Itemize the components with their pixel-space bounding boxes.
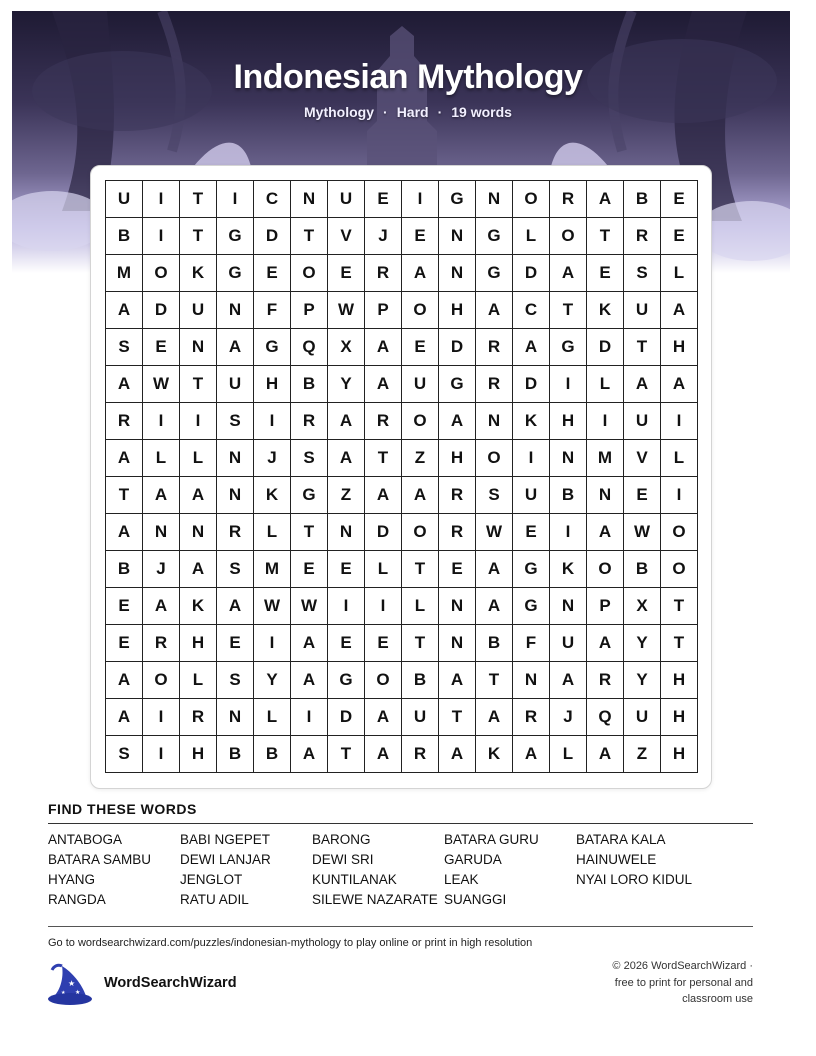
- grid-cell[interactable]: O: [291, 255, 328, 292]
- grid-cell[interactable]: V: [624, 440, 661, 477]
- grid-cell[interactable]: A: [143, 477, 180, 514]
- grid-cell[interactable]: W: [291, 588, 328, 625]
- divider: [48, 926, 753, 927]
- grid-cell[interactable]: G: [550, 329, 587, 366]
- grid-cell[interactable]: Z: [328, 477, 365, 514]
- grid-cell[interactable]: A: [439, 662, 476, 699]
- grid-cell[interactable]: B: [624, 181, 661, 218]
- grid-cell[interactable]: O: [476, 440, 513, 477]
- grid-cell[interactable]: R: [143, 625, 180, 662]
- word-list-heading: FIND THESE WORDS: [48, 801, 197, 817]
- grid-cell[interactable]: N: [217, 440, 254, 477]
- grid-cell[interactable]: T: [439, 699, 476, 736]
- word-list-item: KUNTILANAK: [312, 872, 397, 887]
- grid-cell[interactable]: L: [365, 551, 402, 588]
- grid-cell[interactable]: I: [661, 403, 698, 440]
- grid-cell[interactable]: E: [402, 329, 439, 366]
- grid-cell[interactable]: H: [661, 662, 698, 699]
- grid-cell[interactable]: A: [661, 366, 698, 403]
- copyright-notice: [563, 958, 753, 1008]
- grid-cell[interactable]: B: [624, 551, 661, 588]
- grid-cell[interactable]: A: [550, 662, 587, 699]
- grid-cell[interactable]: K: [550, 551, 587, 588]
- grid-cell[interactable]: F: [513, 625, 550, 662]
- grid-cell[interactable]: L: [402, 588, 439, 625]
- grid-cell[interactable]: W: [143, 366, 180, 403]
- grid-cell[interactable]: E: [328, 625, 365, 662]
- grid-cell[interactable]: T: [180, 218, 217, 255]
- grid-cell[interactable]: R: [439, 477, 476, 514]
- grid-cell[interactable]: I: [143, 181, 180, 218]
- grid-cell[interactable]: L: [143, 440, 180, 477]
- grid-cell[interactable]: H: [550, 403, 587, 440]
- grid-cell[interactable]: G: [291, 477, 328, 514]
- word-list-item: BATARA KALA: [576, 832, 666, 847]
- grid-cell[interactable]: G: [217, 218, 254, 255]
- grid-cell[interactable]: Z: [624, 736, 661, 773]
- grid-cell[interactable]: L: [180, 662, 217, 699]
- grid-cell[interactable]: O: [402, 514, 439, 551]
- grid-cell[interactable]: L: [254, 699, 291, 736]
- grid-cell[interactable]: A: [587, 181, 624, 218]
- grid-cell[interactable]: A: [328, 440, 365, 477]
- grid-cell[interactable]: D: [513, 366, 550, 403]
- grid-cell[interactable]: O: [550, 218, 587, 255]
- grid-cell[interactable]: I: [254, 625, 291, 662]
- grid-cell[interactable]: E: [402, 218, 439, 255]
- grid-cell[interactable]: L: [587, 366, 624, 403]
- grid-cell[interactable]: S: [476, 477, 513, 514]
- grid-cell[interactable]: V: [328, 218, 365, 255]
- grid-cell[interactable]: O: [661, 551, 698, 588]
- word-list-item: DEWI SRI: [312, 852, 374, 867]
- grid-cell[interactable]: N: [328, 514, 365, 551]
- grid-cell[interactable]: N: [291, 181, 328, 218]
- grid-cell[interactable]: J: [550, 699, 587, 736]
- grid-cell[interactable]: A: [513, 736, 550, 773]
- grid-cell[interactable]: T: [291, 514, 328, 551]
- word-list-item: NYAI LORO KIDUL: [576, 872, 693, 887]
- grid-cell[interactable]: S: [217, 403, 254, 440]
- grid-cell[interactable]: G: [476, 255, 513, 292]
- grid-cell[interactable]: L: [254, 514, 291, 551]
- grid-cell[interactable]: A: [106, 662, 143, 699]
- grid-cell[interactable]: A: [106, 292, 143, 329]
- grid-cell[interactable]: R: [217, 514, 254, 551]
- grid-cell[interactable]: U: [180, 292, 217, 329]
- grid-cell[interactable]: S: [624, 255, 661, 292]
- grid-cell[interactable]: N: [143, 514, 180, 551]
- grid-cell[interactable]: H: [254, 366, 291, 403]
- grid-cell[interactable]: T: [328, 736, 365, 773]
- grid-cell[interactable]: L: [661, 440, 698, 477]
- grid-cell[interactable]: M: [587, 440, 624, 477]
- grid-cell[interactable]: R: [513, 699, 550, 736]
- grid-cell[interactable]: P: [291, 292, 328, 329]
- grid-cell[interactable]: G: [328, 662, 365, 699]
- divider: [48, 823, 753, 824]
- grid-cell[interactable]: A: [365, 699, 402, 736]
- grid-cell[interactable]: A: [217, 329, 254, 366]
- grid-cell[interactable]: N: [217, 699, 254, 736]
- grid-cell[interactable]: D: [365, 514, 402, 551]
- grid-cell[interactable]: A: [550, 255, 587, 292]
- grid-cell[interactable]: E: [365, 625, 402, 662]
- word-list-item: LEAK: [444, 872, 479, 887]
- grid-cell[interactable]: T: [402, 551, 439, 588]
- grid-cell[interactable]: Q: [587, 699, 624, 736]
- brand-name[interactable]: WordSearchWizard: [104, 975, 237, 991]
- grid-cell[interactable]: H: [661, 699, 698, 736]
- grid-cell[interactable]: E: [217, 625, 254, 662]
- grid-cell[interactable]: L: [550, 736, 587, 773]
- category-label: Mythology: [304, 104, 375, 120]
- word-list-item: RANGDA: [48, 892, 106, 907]
- grid-cell[interactable]: Y: [624, 662, 661, 699]
- grid-cell[interactable]: N: [550, 440, 587, 477]
- grid-cell[interactable]: A: [180, 551, 217, 588]
- grid-cell[interactable]: Y: [624, 625, 661, 662]
- grid-cell[interactable]: K: [180, 588, 217, 625]
- grid-cell[interactable]: Y: [254, 662, 291, 699]
- page-title: Indonesian Mythology: [233, 58, 583, 96]
- grid-cell[interactable]: T: [661, 588, 698, 625]
- grid-cell[interactable]: J: [254, 440, 291, 477]
- grid-cell[interactable]: G: [513, 551, 550, 588]
- grid-cell[interactable]: I: [254, 403, 291, 440]
- puzzle-meta: [0, 104, 816, 120]
- grid-cell[interactable]: H: [439, 440, 476, 477]
- grid-cell[interactable]: U: [624, 699, 661, 736]
- grid-cell[interactable]: O: [402, 403, 439, 440]
- svg-text:★: ★: [75, 989, 81, 996]
- grid-cell[interactable]: O: [365, 662, 402, 699]
- grid-cell[interactable]: M: [254, 551, 291, 588]
- grid-cell[interactable]: B: [402, 662, 439, 699]
- grid-cell[interactable]: U: [106, 181, 143, 218]
- grid-cell[interactable]: I: [402, 181, 439, 218]
- letter-grid[interactable]: [105, 180, 698, 773]
- svg-text:★: ★: [68, 979, 76, 988]
- grid-cell[interactable]: I: [587, 403, 624, 440]
- word-list-item: ANTABOGA: [48, 832, 123, 847]
- grid-cell[interactable]: E: [661, 181, 698, 218]
- grid-cell[interactable]: A: [587, 736, 624, 773]
- grid-cell[interactable]: A: [291, 625, 328, 662]
- grid-cell[interactable]: G: [217, 255, 254, 292]
- grid-cell[interactable]: A: [476, 588, 513, 625]
- grid-cell[interactable]: J: [365, 218, 402, 255]
- grid-cell[interactable]: W: [476, 514, 513, 551]
- grid-cell[interactable]: H: [180, 625, 217, 662]
- grid-cell[interactable]: T: [106, 477, 143, 514]
- grid-cell[interactable]: L: [661, 255, 698, 292]
- grid-cell[interactable]: I: [513, 440, 550, 477]
- grid-cell[interactable]: A: [476, 292, 513, 329]
- grid-cell[interactable]: X: [328, 329, 365, 366]
- grid-cell[interactable]: A: [476, 551, 513, 588]
- grid-cell[interactable]: I: [550, 366, 587, 403]
- grid-cell[interactable]: O: [513, 181, 550, 218]
- grid-cell[interactable]: N: [587, 477, 624, 514]
- grid-cell[interactable]: R: [550, 181, 587, 218]
- grid-cell[interactable]: L: [513, 218, 550, 255]
- grid-cell[interactable]: D: [143, 292, 180, 329]
- word-list-item: BARONG: [312, 832, 371, 847]
- grid-cell[interactable]: U: [624, 292, 661, 329]
- grid-cell[interactable]: Q: [291, 329, 328, 366]
- grid-cell[interactable]: A: [365, 477, 402, 514]
- grid-cell[interactable]: T: [365, 440, 402, 477]
- grid-cell[interactable]: Z: [402, 440, 439, 477]
- grid-cell[interactable]: A: [402, 255, 439, 292]
- grid-cell[interactable]: R: [402, 736, 439, 773]
- grid-cell[interactable]: T: [402, 625, 439, 662]
- grid-cell[interactable]: S: [291, 440, 328, 477]
- grid-cell[interactable]: I: [661, 477, 698, 514]
- grid-cell[interactable]: B: [254, 736, 291, 773]
- word-list-item: BABI NGEPET: [180, 832, 271, 847]
- grid-cell[interactable]: A: [180, 477, 217, 514]
- grid-cell[interactable]: I: [291, 699, 328, 736]
- grid-cell[interactable]: U: [402, 699, 439, 736]
- grid-cell[interactable]: O: [661, 514, 698, 551]
- copyright-line: classroom use: [682, 993, 753, 1005]
- grid-cell[interactable]: T: [180, 181, 217, 218]
- grid-cell[interactable]: U: [402, 366, 439, 403]
- grid-cell[interactable]: E: [106, 625, 143, 662]
- grid-cell[interactable]: O: [402, 292, 439, 329]
- grid-cell[interactable]: N: [439, 218, 476, 255]
- grid-cell[interactable]: A: [661, 292, 698, 329]
- grid-cell[interactable]: A: [587, 514, 624, 551]
- grid-cell[interactable]: N: [550, 588, 587, 625]
- grid-cell[interactable]: H: [180, 736, 217, 773]
- puzzle-grid-card: [90, 165, 712, 789]
- grid-cell[interactable]: G: [439, 181, 476, 218]
- grid-cell[interactable]: R: [624, 218, 661, 255]
- word-list-item: JENGLOT: [180, 872, 243, 887]
- grid-cell[interactable]: A: [402, 477, 439, 514]
- grid-cell[interactable]: I: [143, 403, 180, 440]
- grid-cell[interactable]: I: [217, 181, 254, 218]
- grid-cell[interactable]: A: [513, 329, 550, 366]
- grid-cell[interactable]: S: [106, 329, 143, 366]
- grid-cell[interactable]: E: [587, 255, 624, 292]
- grid-cell[interactable]: N: [217, 477, 254, 514]
- grid-cell[interactable]: B: [291, 366, 328, 403]
- meta-separator: ·: [437, 104, 443, 120]
- meta-separator: ·: [383, 104, 388, 120]
- grid-cell[interactable]: T: [587, 218, 624, 255]
- word-list-item: HYANG: [48, 872, 96, 887]
- grid-cell[interactable]: S: [217, 551, 254, 588]
- grid-cell[interactable]: J: [143, 551, 180, 588]
- grid-cell[interactable]: A: [328, 403, 365, 440]
- grid-cell[interactable]: E: [661, 218, 698, 255]
- grid-cell[interactable]: A: [106, 699, 143, 736]
- grid-cell[interactable]: B: [106, 218, 143, 255]
- grid-cell[interactable]: E: [513, 514, 550, 551]
- grid-cell[interactable]: E: [439, 551, 476, 588]
- grid-cell[interactable]: R: [106, 403, 143, 440]
- grid-cell[interactable]: A: [439, 736, 476, 773]
- grid-cell[interactable]: W: [624, 514, 661, 551]
- grid-cell[interactable]: T: [624, 329, 661, 366]
- grid-cell[interactable]: H: [661, 736, 698, 773]
- grid-cell[interactable]: D: [328, 699, 365, 736]
- grid-cell[interactable]: A: [217, 588, 254, 625]
- grid-cell[interactable]: E: [143, 329, 180, 366]
- grid-cell[interactable]: K: [476, 736, 513, 773]
- grid-cell[interactable]: R: [476, 366, 513, 403]
- word-list-item: BATARA SAMBU: [48, 852, 152, 867]
- grid-cell[interactable]: T: [476, 662, 513, 699]
- grid-cell[interactable]: I: [180, 403, 217, 440]
- grid-cell[interactable]: E: [106, 588, 143, 625]
- word-list-item: DEWI LANJAR: [180, 852, 271, 867]
- grid-cell[interactable]: E: [365, 181, 402, 218]
- grid-cell[interactable]: G: [476, 218, 513, 255]
- grid-cell[interactable]: B: [476, 625, 513, 662]
- grid-cell[interactable]: S: [217, 662, 254, 699]
- grid-cell[interactable]: X: [624, 588, 661, 625]
- grid-cell[interactable]: B: [217, 736, 254, 773]
- grid-cell[interactable]: R: [587, 662, 624, 699]
- copyright-line: free to print for personal and: [614, 976, 753, 989]
- grid-cell[interactable]: O: [587, 551, 624, 588]
- grid-cell[interactable]: T: [291, 218, 328, 255]
- grid-cell[interactable]: E: [328, 255, 365, 292]
- grid-cell[interactable]: A: [106, 366, 143, 403]
- word-list-item: RATU ADIL: [180, 892, 249, 907]
- word-list-item: BATARA GURU: [444, 832, 539, 847]
- grid-cell[interactable]: K: [587, 292, 624, 329]
- grid-cell[interactable]: A: [143, 588, 180, 625]
- grid-cell[interactable]: R: [180, 699, 217, 736]
- grid-cell[interactable]: N: [476, 403, 513, 440]
- grid-cell[interactable]: I: [143, 736, 180, 773]
- grid-cell[interactable]: N: [439, 588, 476, 625]
- grid-cell[interactable]: W: [328, 292, 365, 329]
- grid-cell[interactable]: A: [106, 514, 143, 551]
- grid-cell[interactable]: E: [254, 255, 291, 292]
- grid-cell[interactable]: A: [291, 662, 328, 699]
- grid-cell[interactable]: G: [254, 329, 291, 366]
- grid-cell[interactable]: N: [180, 329, 217, 366]
- grid-cell[interactable]: R: [476, 329, 513, 366]
- grid-cell[interactable]: A: [624, 366, 661, 403]
- grid-cell[interactable]: M: [106, 255, 143, 292]
- word-list-item: SILEWE NAZARATE: [312, 892, 438, 907]
- grid-cell[interactable]: B: [106, 551, 143, 588]
- grid-cell[interactable]: N: [439, 625, 476, 662]
- copyright-line: © 2026 WordSearchWizard ·: [612, 960, 753, 972]
- grid-cell[interactable]: R: [291, 403, 328, 440]
- grid-cell[interactable]: P: [365, 292, 402, 329]
- grid-cell[interactable]: I: [328, 588, 365, 625]
- grid-cell[interactable]: R: [439, 514, 476, 551]
- grid-cell[interactable]: U: [328, 181, 365, 218]
- grid-cell[interactable]: U: [550, 625, 587, 662]
- grid-cell[interactable]: H: [439, 292, 476, 329]
- grid-cell[interactable]: H: [661, 329, 698, 366]
- grid-cell[interactable]: E: [291, 551, 328, 588]
- grid-cell[interactable]: I: [143, 699, 180, 736]
- svg-text:★: ★: [61, 990, 66, 996]
- grid-cell[interactable]: I: [143, 218, 180, 255]
- grid-cell[interactable]: U: [217, 366, 254, 403]
- grid-cell[interactable]: T: [661, 625, 698, 662]
- grid-cell[interactable]: K: [254, 477, 291, 514]
- grid-cell[interactable]: U: [624, 403, 661, 440]
- grid-cell[interactable]: R: [365, 403, 402, 440]
- grid-cell[interactable]: A: [106, 440, 143, 477]
- play-online-text: Go to wordsearchwizard.com/puzzles/indonesian-mythology to play online or print in high resolution: [48, 937, 533, 949]
- grid-cell[interactable]: K: [513, 403, 550, 440]
- grid-cell[interactable]: R: [365, 255, 402, 292]
- grid-cell[interactable]: C: [254, 181, 291, 218]
- grid-cell[interactable]: O: [143, 255, 180, 292]
- grid-cell[interactable]: G: [439, 366, 476, 403]
- grid-cell[interactable]: T: [550, 292, 587, 329]
- word-list-item: HAINUWELE: [576, 852, 657, 867]
- grid-cell[interactable]: I: [365, 588, 402, 625]
- word-list-item: SUANGGI: [444, 892, 507, 907]
- grid-cell[interactable]: D: [439, 329, 476, 366]
- grid-cell[interactable]: A: [365, 736, 402, 773]
- grid-cell[interactable]: L: [180, 440, 217, 477]
- difficulty-label: Hard: [396, 104, 429, 120]
- word-count-label: 19 words: [451, 104, 512, 120]
- grid-cell[interactable]: I: [550, 514, 587, 551]
- word-list: [48, 832, 753, 912]
- grid-cell[interactable]: A: [476, 699, 513, 736]
- grid-cell[interactable]: B: [550, 477, 587, 514]
- grid-cell[interactable]: N: [476, 181, 513, 218]
- grid-cell[interactable]: S: [106, 736, 143, 773]
- grid-cell[interactable]: K: [180, 255, 217, 292]
- grid-cell[interactable]: D: [254, 218, 291, 255]
- grid-cell[interactable]: A: [365, 329, 402, 366]
- grid-cell[interactable]: O: [143, 662, 180, 699]
- grid-cell[interactable]: F: [254, 292, 291, 329]
- grid-cell[interactable]: A: [587, 625, 624, 662]
- grid-cell[interactable]: G: [513, 588, 550, 625]
- wizard-hat-icon: [46, 962, 94, 1006]
- grid-cell[interactable]: N: [439, 255, 476, 292]
- grid-cell[interactable]: D: [587, 329, 624, 366]
- grid-cell[interactable]: W: [254, 588, 291, 625]
- grid-cell[interactable]: E: [328, 551, 365, 588]
- grid-cell[interactable]: D: [513, 255, 550, 292]
- grid-cell[interactable]: E: [624, 477, 661, 514]
- grid-cell[interactable]: N: [180, 514, 217, 551]
- grid-cell[interactable]: A: [291, 736, 328, 773]
- grid-cell[interactable]: A: [365, 366, 402, 403]
- grid-cell[interactable]: A: [439, 403, 476, 440]
- grid-cell[interactable]: T: [180, 366, 217, 403]
- grid-cell[interactable]: P: [587, 588, 624, 625]
- word-list-item: GARUDA: [444, 852, 502, 867]
- grid-cell[interactable]: N: [217, 292, 254, 329]
- grid-cell[interactable]: N: [513, 662, 550, 699]
- grid-cell[interactable]: C: [513, 292, 550, 329]
- grid-cell[interactable]: U: [513, 477, 550, 514]
- grid-cell[interactable]: Y: [328, 366, 365, 403]
